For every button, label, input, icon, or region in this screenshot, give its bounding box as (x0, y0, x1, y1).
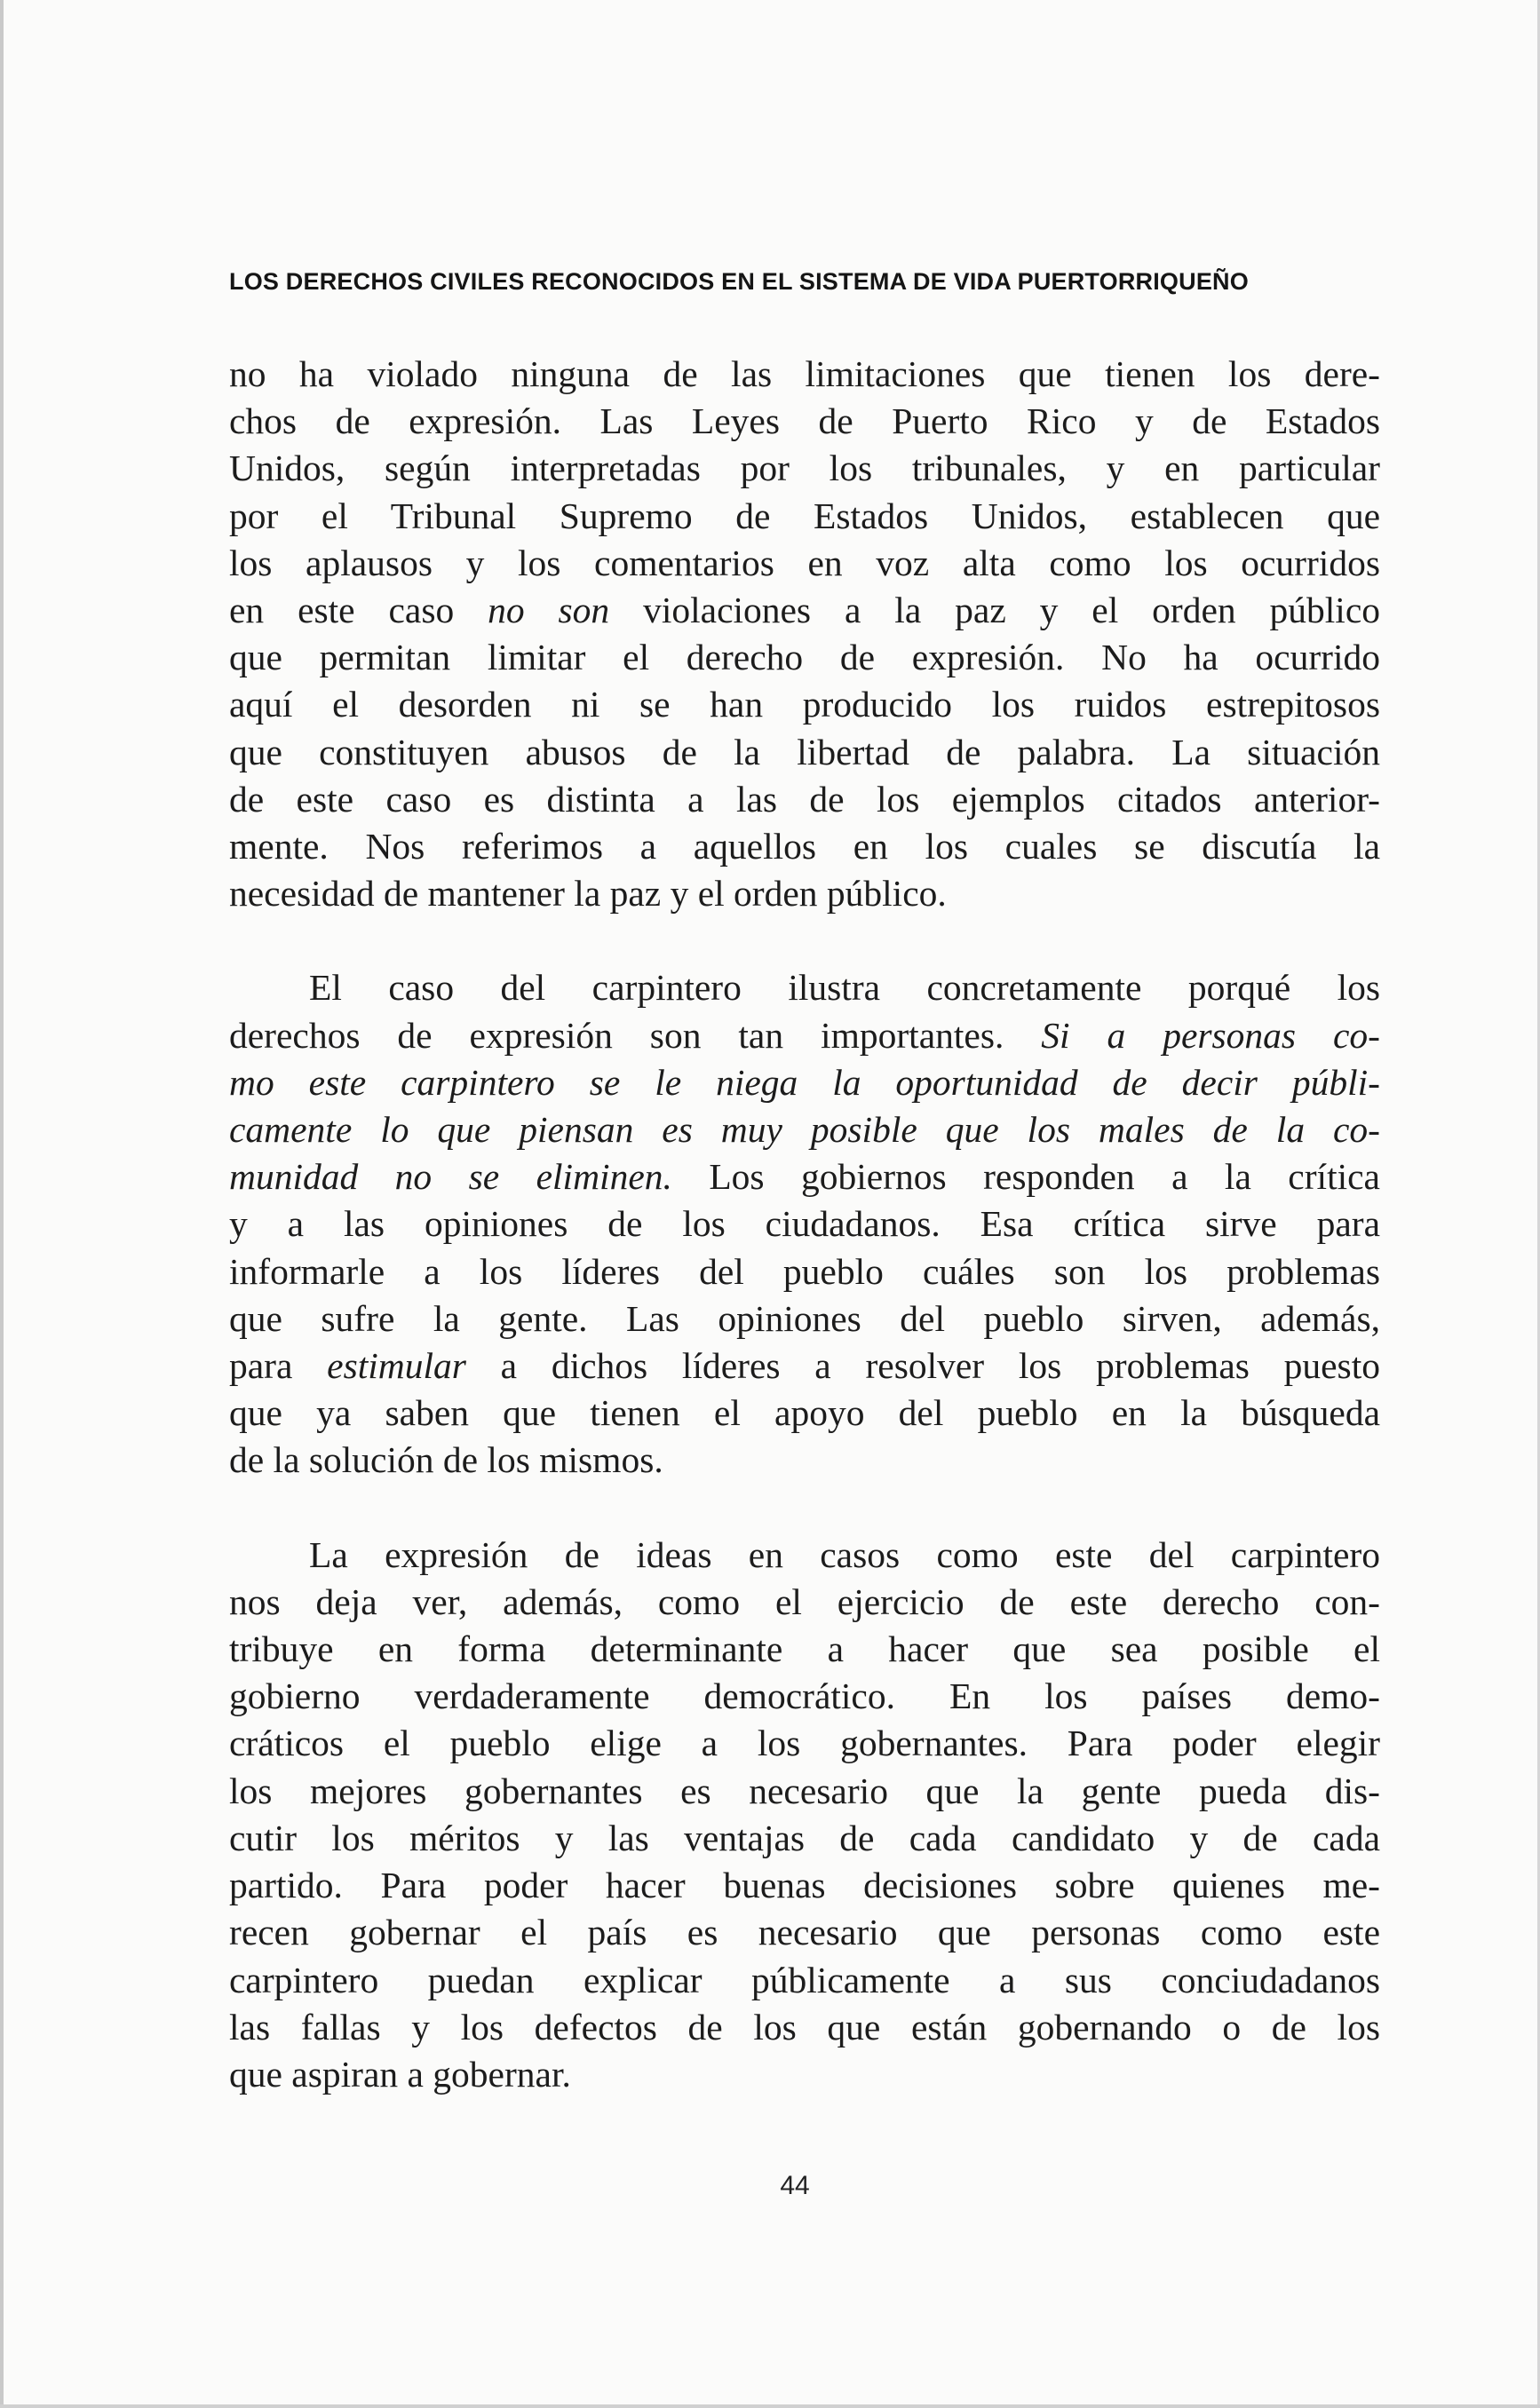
text-run: de la solución de los mismos. (229, 1439, 663, 1481)
text-line (229, 1957, 1380, 2004)
text-run: La expresión de ideas en casos como este del carpintero (309, 1533, 1380, 1575)
page-edge-shadow-left (0, 0, 4, 2408)
text-run: tribuye en forma determinante a hacer que sea posible el (229, 1628, 1380, 1670)
text-line (229, 681, 1380, 728)
text-line (229, 445, 1380, 492)
text-run: a dichos líderes a resolver los problemas puesto (465, 1345, 1380, 1387)
text-line (229, 1909, 1380, 1956)
text-line (229, 493, 1380, 540)
text-run: aquí el desorden ni se han producido los ruidos estrepitosos (229, 684, 1380, 725)
text-line (229, 634, 1380, 681)
italic-text: no son (488, 590, 610, 631)
paragraph (229, 351, 1380, 917)
text-line (229, 398, 1380, 445)
text-line (229, 587, 1380, 634)
italic-text: camente lo que piensan es muy posible que los males de la co- (229, 1109, 1380, 1151)
text-run: que ya saben que tienen el apoyo del pueblo en la búsqueda (229, 1392, 1380, 1434)
italic-text: estimular (327, 1345, 466, 1387)
text-line (229, 1768, 1380, 1815)
text-run: necesidad de mantener la paz y el orden público. (229, 873, 947, 915)
text-run: cutir los méritos y las ventajas de cada candidato y de cada (229, 1817, 1380, 1858)
text-line (229, 540, 1380, 587)
page-number: 44 (780, 2171, 810, 2200)
text-line (229, 1673, 1380, 1720)
text-line (229, 1720, 1380, 1767)
text-run: los mejores gobernantes es necesario que la gente pueda dis- (229, 1770, 1380, 1811)
text-run: de este caso es distinta a las de los ejemplos citados anterior- (229, 778, 1380, 820)
text-run: derechos de expresión son tan importantes. (229, 1014, 1042, 1056)
text-run: violaciones a la paz y el orden público (609, 590, 1380, 631)
text-line (229, 1295, 1380, 1343)
text-run: que permitan limitar el derecho de expresión. No ha ocurrido (229, 637, 1380, 678)
text-line (229, 1862, 1380, 1909)
text-run: por el Tribunal Supremo de Estados Unidos, establecen que (229, 495, 1380, 536)
text-run: no ha violado ninguna de las limitaciones que tienen los dere- (229, 353, 1380, 394)
text-run: para (229, 1345, 328, 1387)
text-run: que sufre la gente. Las opiniones del pueblo sirven, además, (229, 1297, 1380, 1339)
text-run: nos deja ver, además, como el ejercicio de este derecho con- (229, 1580, 1380, 1622)
paragraph-gap (229, 1485, 1380, 1532)
text-run: partido. Para poder hacer buenas decisiones sobre quienes me- (229, 1865, 1380, 1906)
page-edge-shadow-bottom (0, 2404, 1540, 2408)
text-line (229, 1815, 1380, 1862)
text-run: Unidos, según interpretadas por los tribunales, y en particular (229, 448, 1380, 489)
text-run: los aplausos y los comentarios en voz alta como los ocurridos (229, 542, 1380, 583)
running-head: LOS DERECHOS CIVILES RECONOCIDOS EN EL SISTEMA DE VIDA PUERTORRIQUEÑO (229, 268, 1249, 295)
text-line (229, 1579, 1380, 1626)
text-run: El caso del carpintero ilustra concretamente porqué los (309, 967, 1380, 1009)
text-line (229, 776, 1380, 823)
text-run: cráticos el pueblo elige a los gobernantes. Para poder elegir (229, 1723, 1380, 1764)
text-run: mente. Nos referimos a aquellos en los cuales se discutía la (229, 826, 1380, 867)
text-run: recen gobernar el país es necesario que personas como este (229, 1912, 1380, 1953)
text-run: y a las opiniones de los ciudadanos. Esa crítica sirve para (229, 1203, 1380, 1245)
text-line (229, 1106, 1380, 1153)
text-line (229, 2051, 1380, 2098)
body-text (229, 351, 1380, 2098)
text-line (229, 1626, 1380, 1673)
text-line (229, 729, 1380, 776)
text-run: chos de expresión. Las Leyes de Puerto Rico y de Estados (229, 400, 1380, 442)
text-run: gobierno verdaderamente democrático. En los países demo- (229, 1675, 1380, 1717)
text-line (229, 1248, 1380, 1295)
text-line (229, 1437, 1380, 1484)
text-line (229, 351, 1380, 398)
paragraph (229, 964, 1380, 1484)
text-run: que aspiran a gobernar. (229, 2053, 571, 2095)
text-line (229, 1153, 1380, 1200)
text-line (229, 1200, 1380, 1248)
text-run: las fallas y los defectos de los que están gobernando o de los (229, 2006, 1380, 2048)
italic-text: Si a personas co- (1041, 1014, 1380, 1056)
text-run: informarle a los líderes del pueblo cuáles son los problemas (229, 1250, 1380, 1292)
text-run: que constituyen abusos de la libertad de palabra. La situación (229, 731, 1380, 772)
text-run: carpintero puedan explicar públicamente a sus conciudadanos (229, 1959, 1380, 2000)
italic-text: mo este carpintero se le niega la oportunidad de decir públi- (229, 1061, 1380, 1103)
text-line (229, 1390, 1380, 1437)
paragraph (229, 1532, 1380, 2098)
paragraph-gap (229, 917, 1380, 964)
text-line (229, 823, 1380, 870)
text-line (229, 964, 1380, 1011)
text-line (229, 1532, 1380, 1579)
text-line (229, 1012, 1380, 1059)
text-run: en este caso (229, 590, 488, 631)
text-line (229, 1059, 1380, 1106)
text-line (229, 1343, 1380, 1390)
text-run: Los gobiernos responden a la crítica (671, 1156, 1380, 1198)
italic-text: munidad no se eliminen. (229, 1156, 672, 1198)
text-line (229, 2004, 1380, 2051)
text-line (229, 870, 1380, 917)
